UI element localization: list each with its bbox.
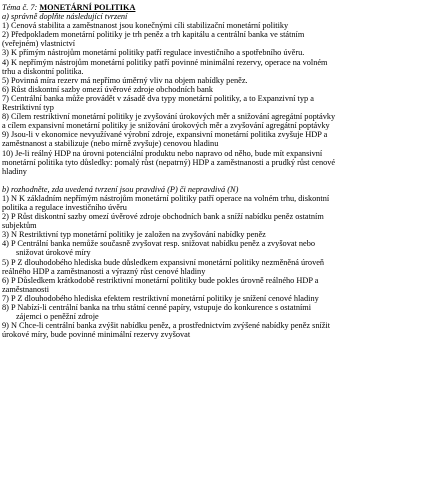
section-b-line: 4) P Centrální banka nemůže současně zvyšovat resp. snižovat nabídku peněz a zvyšovat nebo [2, 239, 316, 249]
section-b-line: zájemci o peněžní zdroje [16, 312, 99, 322]
section-b-line: 8) P Nabízí-li centrální banka na trhu státní cenné papíry, vstupuje do konkurence s ostatními [2, 303, 312, 312]
section-b-line: reálného HDP a zaměstnanosti a výrazný růst cenové hladiny [2, 266, 206, 276]
section-b-line: 6) P Důsledkem krátkodobě restriktivní monetární politiky bude pokles úrovně reálného HDP a [2, 275, 319, 285]
section-a-line: 1) Cenová stabilita a zaměstnanost jsou konečnými cíli stabilizační monetární politiky [2, 21, 289, 31]
section-a-line: a cílem expansivní monetární politiky je snižování úrokových měr a zvyšování agregátní poptávky [2, 121, 330, 131]
section-a-line: 4) K nepřímým nástrojům monetární politiky patří povinné minimální rezervy, operace na volném [2, 57, 328, 67]
section-a-line: 9) Jsou-li v ekonomice nevyužívané výrobní zdroje, expansivní monetární politika zvyšuje HDP a [2, 130, 328, 140]
section-a-line: 6) Růst diskontní sazby omezí úvěrové zdroje obchodních bank [2, 84, 214, 94]
section-b-line: 7) P Z dlouhodobého hlediska efektem restriktivní monetární politiky je snížení cenové hladiny [2, 293, 319, 303]
section-b-line: úrokové míry, bude povinné minimální rezervy zvyšovat [2, 330, 191, 340]
section-b-line: subjektům [2, 221, 37, 231]
section-a-line: Restriktivní typ [2, 103, 54, 113]
section-b-line: 3) N Restriktivní typ monetární politiky je založen na zvyšování nabídky peněz [2, 230, 266, 240]
title-main: MONETÁRNÍ POLITIKA [39, 3, 136, 12]
section-a-line: hladiny [2, 166, 27, 176]
section-a-line: 3) K přímým nástrojům monetární politiky patří regulace investičního a spotřebního úvěru. [2, 48, 305, 58]
section-b-lines [2, 194, 443, 340]
section-a-line: 2) Předpokladem monetární politiky je trh peněz a trh kapitálu a centrální banka ve státním [2, 30, 305, 40]
document-title [2, 3, 443, 12]
section-a-line: 7) Centrální banka může provádět v zásadě dva typy monetární politiky, a to Expanzivní typ a [2, 93, 314, 103]
section-a-line: 5) Povinná míra rezerv má nepřímo úměrný vliv na objem nabídky peněz. [2, 75, 248, 85]
section-b-line: 9) N Chce-li centrální banka zvýšit nabídku peněz, a prostřednictvím zvýšené nabídky peněz snížit [2, 321, 331, 331]
section-a-line: 10) Je-li reálný HDP na úrovni potenciální produktu nebo napravo od něho, bude mít expansivní [2, 148, 323, 158]
section-a-line: 8) Cílem restriktivní monetární politiky je zvyšování úrokových měr a snižování agregátní poptávky [2, 112, 336, 122]
title-prefix: Téma č. 7: [2, 3, 40, 12]
section-b-line: snižovat úrokové míry [16, 248, 91, 258]
section-b-line: zaměstnanosti [2, 284, 50, 294]
section-b [2, 185, 443, 340]
section-b-line: 1) N K základním nepřímým nástrojům monetární politiky patří operace na volném trhu, diskontní [2, 193, 330, 203]
section-b-line: politika a regulace investičního úvěru [2, 202, 127, 212]
section-a-heading: a) správně doplňte následující tvrzení [2, 12, 128, 22]
section-a [2, 12, 443, 176]
section-gap [2, 176, 443, 185]
section-b-line: 2) P Růst diskontní sazby omezí úvěrové zdroje obchodních bank a sníží nabídku peněz ostatním [2, 212, 324, 222]
section-a-line: zaměstnanost a stabilizuje (nebo mírně zvyšuje) cenovou hladinu [2, 139, 219, 149]
section-a-line: monetární politika tyto důsledky: pomalý růst (nepatrný) HDP a zaměstnanosti a prudký růst cenové [2, 157, 336, 167]
section-a-line: (veřejném) vlastnictví [2, 39, 76, 49]
section-b-line: 5) P Z dlouhodobého hlediska bude důsledkem expansivní monetární politiky nezměněná úroveň [2, 257, 325, 267]
section-b-heading: b) rozhodněte, zda uvedená tvrzení jsou pravdivá (P) či nepravdivá (N) [2, 184, 239, 194]
section-a-lines [2, 21, 443, 176]
section-a-line: trhu a diskontní politika. [2, 66, 84, 76]
